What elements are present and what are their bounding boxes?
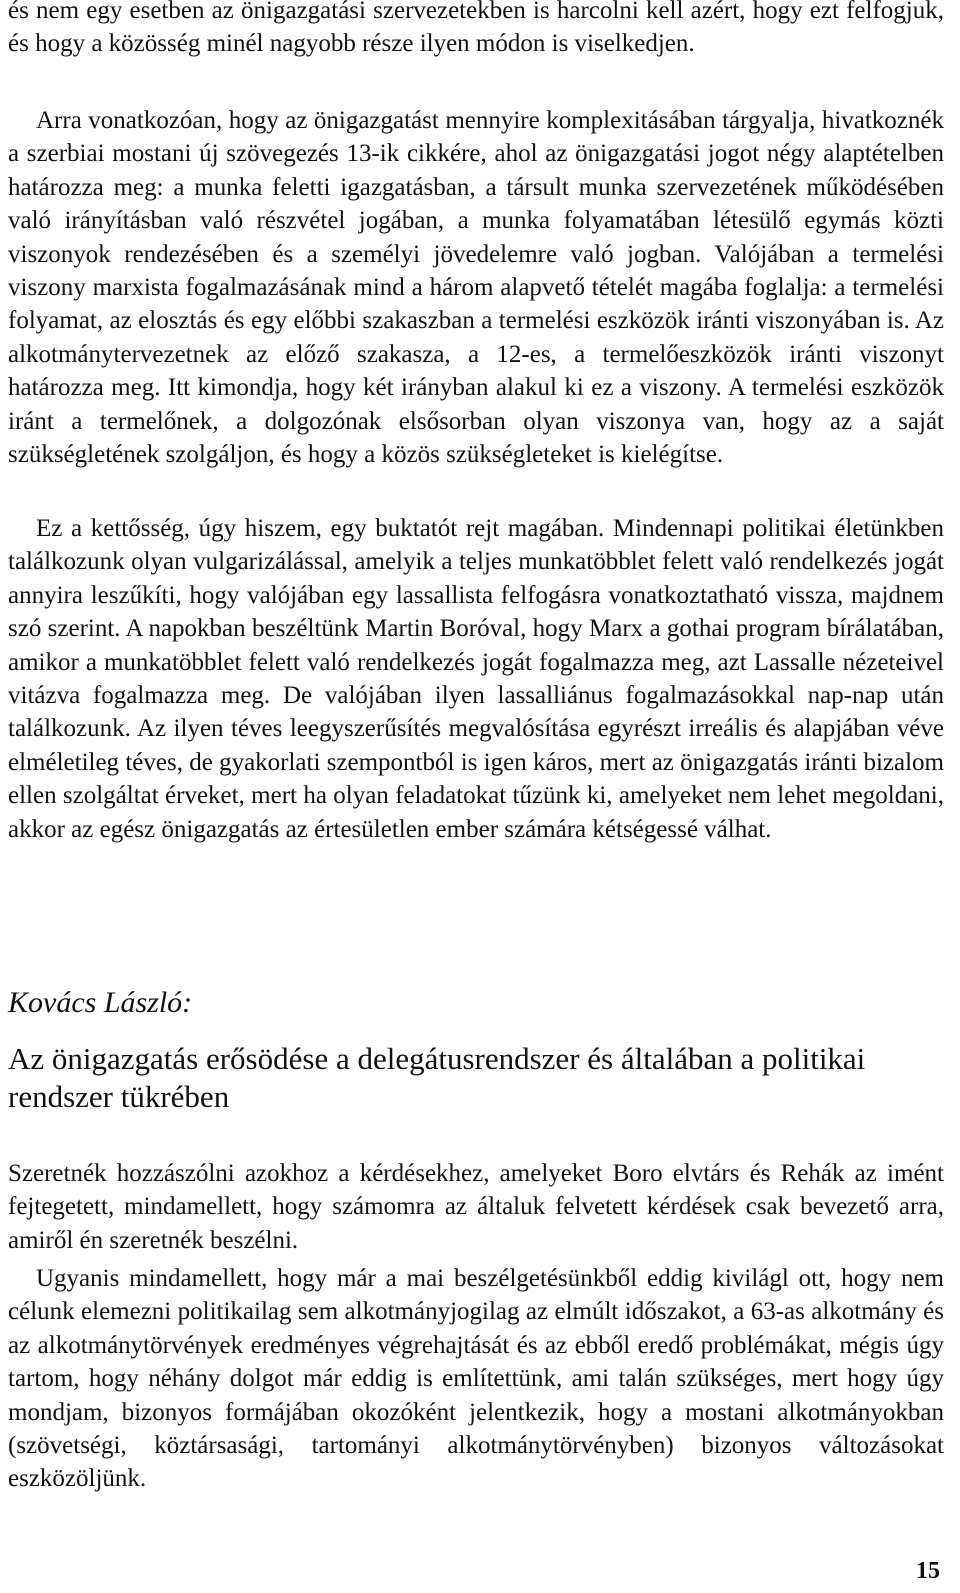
article-author: Kovács László: bbox=[8, 986, 193, 1019]
paragraph-self-management-complexity: Arra vonatkozóan, hogy az önigazgatást mennyire komplexitásában tárgyalja, hivatkoznék a szerbiai mostani új szövegezés 13-ik cikkére, ahol az önigazgatási jogot négy alaptételben határozza meg: a munka feletti igazgatásban, a társult munka szervezetének működésében való irányításban való részvétel jogában, a munka folyamatában létesülő egymás közti viszonyok rendezésében és a személyi jövedelemre való jogban. Valójában a termelési viszony marxista fogalmazásának mind a három alapvető tételét magába foglalja: a termelési folyamat, az elosztás és egy előbbi szakaszban a termelési eszközök iránti viszonyában is. Az alkotmánytervezetnek az előző szakasza, a 12-es, a termelőeszközök iránti viszonyt határozza meg. Itt kimondja, hogy két irányban alakul ki ez a viszony. A termelési eszközök iránt a termelőnek, a dolgozónak elsősorban olyan viszonya van, hogy az a saját szükségletének szolgáljon, és hogy a közös szükségleteket is kielégítse. bbox=[8, 107, 944, 469]
paragraph-constitution-changes: Ugyanis mindamellett, hogy már a mai beszélgetésünkből eddig kivilágl ott, hogy nem célunk elemezni politikailag sem alkotmányjogilag az elmúlt időszakot, a 63-as alkotmány és az alkotmánytörvények eredményes végrehajtását és az ebből eredő problémákat, mégis úgy tartom, hogy néhány dolgot már eddig is említettünk, ami talán szükséges, mert hogy úgy mondjam, bizonyos formájában okozóként jelentkezik, hogy a mostani alkotmányokban (szövetségi, köztársasági, tartományi alkotmánytörvényben) bizonyos változásokat eszközöljünk. bbox=[8, 1265, 944, 1493]
page-number: 15 bbox=[916, 1558, 940, 1584]
paragraph-duality-pitfall: Ez a kettősség, úgy hiszem, egy buktatót rejt magában. Mindennapi politikai életünkben találkozunk olyan vulgarizálással, amelyik a teljes munkatöbblet felett való rendelkezés jogát annyira leszűkíti, hogy valójában egy lassallista felfogásra vonatkoztatható vissza, majdnem szó szerint. A napokban beszéltünk Martin Boróval, hogy Marx a gothai program bírálatában, amikor a munkatöbblet felett való rendelkezés jogát fogalmazza meg, azt Lassalle nézeteivel vitázva fogalmazza meg. De valójában ilyen lassalliánus fogalmazásokkal nap-nap után találkozunk. Az ilyen téves leegyszerűsítés megvalósítása egyrészt irreális és alapjában véve elméletileg téves, de gyakorlati szempontból is igen káros, mert az önigazgatás iránti bizalom ellen szolgáltat érveket, mert ha olyan feladatokat tűzünk ki, amelyeket nem lehet megoldani, akkor az egész önigazgatás az értesületlen ember számára kétségessé válhat. bbox=[8, 515, 944, 843]
paragraph-continuation: és nem egy esetben az önigazgatási szervezetekben is harcolni kell azért, hogy ezt felfogjuk, és hogy a közösség minél nagyobb része ilyen módon is viselkedjen. bbox=[8, 0, 944, 58]
document-page bbox=[8, 0, 944, 1593]
paragraph-introduction: Szeretnék hozzászólni azokhoz a kérdésekhez, amelyeket Boro elvtárs és Rehák az imént fejtegetett, mindamellett, hogy számomra az általuk felvetett kérdések csak bevezető arra, amiről én szeretnék beszélni. bbox=[8, 1160, 944, 1254]
article-title: Az önigazgatás erősödése a delegátusrendszer és általában a politikai rendszer tükrében bbox=[8, 1041, 866, 1114]
